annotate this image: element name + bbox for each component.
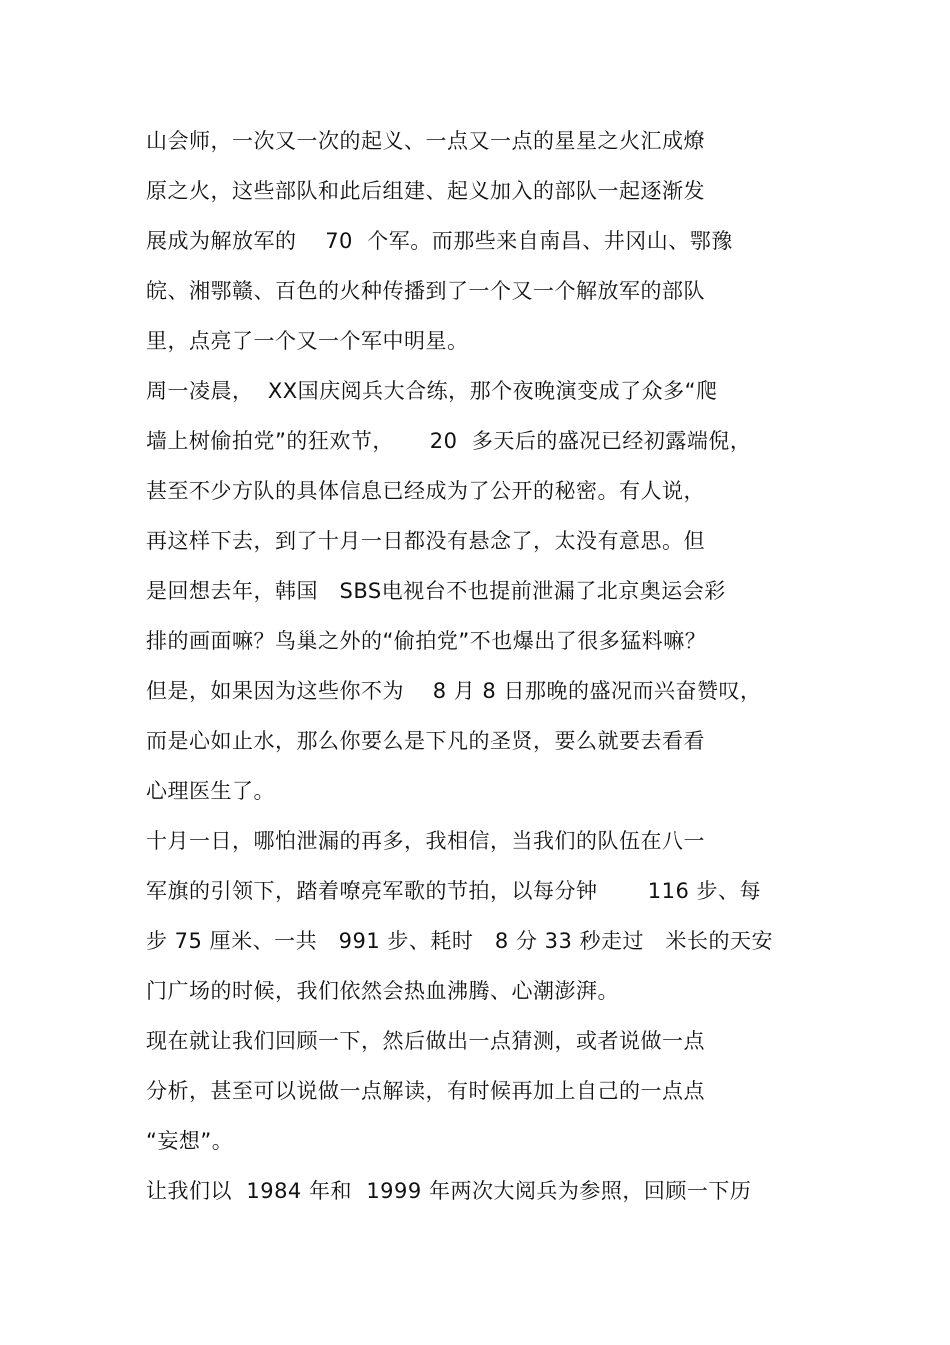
text-line-10: 是回想去年，韩国 SBS电视台不也提前泄漏了北京奥运会彩 [146, 579, 726, 603]
text-line-20: 分析，甚至可以说做一点解读，有时候再加上自己的一点点 [146, 1079, 705, 1103]
text-line-7: 墙上树偷拍党”的狂欢节， 20 多天后的盛况已经初露端倪， [146, 429, 752, 453]
text-line-2: 原之火，这些部队和此后组建、起义加入的部队一起逐渐发 [146, 179, 705, 203]
text-line-5: 里，点亮了一个又一个军中明星。 [146, 329, 469, 353]
text-line-16: 军旗的引领下，踏着嘹亮军歌的节拍，以每分钟 116 步、每 [146, 879, 761, 903]
text-line-19: 现在就让我们回顾一下，然后做出一点猜测，或者说做一点 [146, 1029, 705, 1053]
text-line-13: 而是心如止水，那么你要么是下凡的圣贤，要么就要去看看 [146, 729, 705, 753]
text-line-22: 让我们以 1984 年和 1999 年两次大阅兵为参照，回顾一下历 [146, 1179, 752, 1203]
text-line-17: 步 75 厘米、一共 991 步、耗时 8 分 33 秒走过 米长的天安 [146, 929, 774, 953]
text-line-1: 山会师，一次又一次的起义、一点又一点的星星之火汇成燎 [146, 129, 705, 153]
text-line-9: 再这样下去，到了十月一日都没有悬念了，太没有意思。但 [146, 529, 705, 553]
text-line-4: 皖、湘鄂赣、百色的火种传播到了一个又一个解放军的部队 [146, 279, 705, 303]
text-line-3: 展成为解放军的 70 个军。而那些来自南昌、井冈山、鄂豫 [146, 229, 733, 253]
text-line-8: 甚至不少方队的具体信息已经成为了公开的秘密。有人说， [146, 479, 705, 503]
text-line-18: 门广场的时候，我们依然会热血沸腾、心潮澎湃。 [146, 979, 619, 1003]
text-line-12: 但是，如果因为这些你不为 8 月 8 日那晚的盛况而兴奋赞叹， [146, 679, 762, 703]
text-line-15: 十月一日，哪怕泄漏的再多，我相信，当我们的队伍在八一 [146, 829, 705, 853]
text-line-14: 心理医生了。 [146, 779, 275, 803]
text-line-11: 排的画面嘛？鸟巢之外的“偷拍党”不也爆出了很多猛料嘛？ [146, 629, 707, 653]
text-line-6: 周一凌晨， XX国庆阅兵大合练，那个夜晚演变成了众多“爬 [146, 379, 718, 403]
text-line-21: “妄想”。 [146, 1129, 234, 1153]
